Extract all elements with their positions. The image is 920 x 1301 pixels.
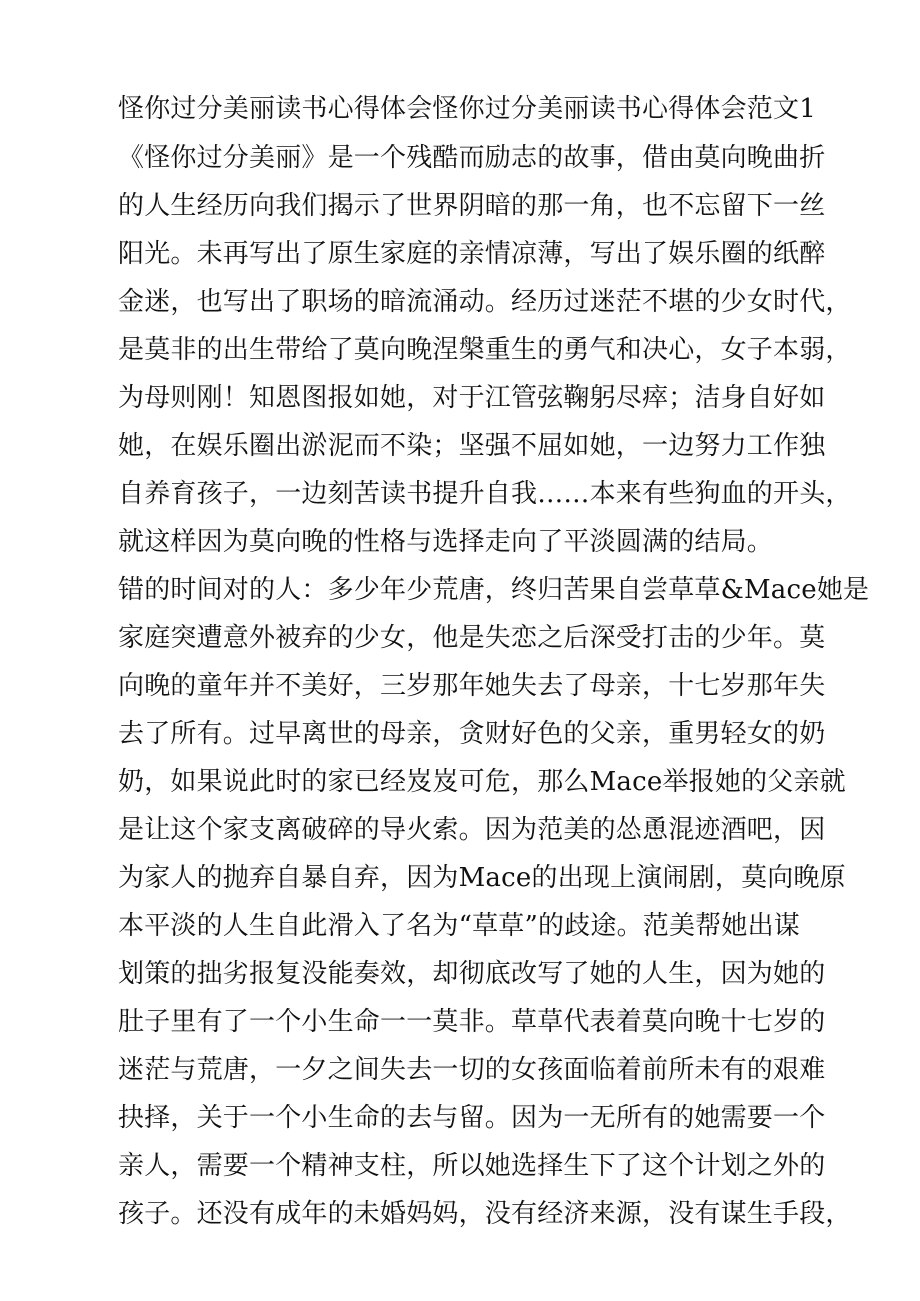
paragraph-line: 亲人，需要一个精神支柱，所以她选择生下了这个计划之外的 <box>118 1151 826 1181</box>
paragraph-line: 金迷，也写出了职场的暗流涌动。经历过迷茫不堪的少女时代， <box>118 287 852 317</box>
paragraph-line: 迷茫与荒唐，一夕之间失去一切的女孩面临着前所未有的艰难 <box>118 1055 826 1085</box>
paragraph-line: 去了所有。过早离世的母亲，贪财好色的父亲，重男轻女的奶 <box>118 719 826 749</box>
paragraph-line: 就这样因为莫向晚的性格与选择走向了平淡圆满的结局。 <box>118 527 774 557</box>
paragraph-line: 孩子。还没有成年的未婚妈妈，没有经济来源，没有谋生手段， <box>118 1199 852 1229</box>
paragraph-line: 向晚的童年并不美好，三岁那年她失去了母亲，十七岁那年失 <box>118 671 826 701</box>
paragraph-line: 家庭突遭意外被弃的少女，他是失恋之后深受打击的少年。莫 <box>118 623 826 653</box>
paragraph-line: 为母则刚！知恩图报如她，对于江管弦鞠躬尽瘁；洁身自好如 <box>118 383 826 413</box>
paragraph-line: 《怪你过分美丽》是一个残酷而励志的故事，借由莫向晚曲折 <box>118 143 826 173</box>
paragraph-line: 自养育孩子，一边刻苦读书提升自我……本来有些狗血的开头， <box>118 479 852 509</box>
paragraph-line: 划策的拙劣报复没能奏效，却彻底改写了她的人生，因为她的 <box>118 959 826 989</box>
paragraph-line: 是莫非的出生带给了莫向晚涅槃重生的勇气和决心，女子本弱， <box>118 335 852 365</box>
document-title: 怪你过分美丽读书心得体会怪你过分美丽读书心得体会范文1 <box>118 94 816 124</box>
paragraph-line: 错的时间对的人：多少年少荒唐，终归苦果自尝草草&Mace她是 <box>118 575 870 605</box>
paragraph-line: 奶，如果说此时的家已经岌岌可危，那么Mace举报她的父亲就 <box>118 767 846 797</box>
paragraph-line: 她，在娱乐圈出淤泥而不染；坚强不屈如她，一边努力工作独 <box>118 431 826 461</box>
paragraph-line: 本平淡的人生自此滑入了名为“草草”的歧途。范美帮她出谋 <box>118 911 800 941</box>
paragraph-line: 肚子里有了一个小生命一一莫非。草草代表着莫向晚十七岁的 <box>118 1007 826 1037</box>
paragraph-line: 阳光。未再写出了原生家庭的亲情凉薄，写出了娱乐圈的纸醉 <box>118 239 826 269</box>
paragraph-line: 的人生经历向我们揭示了世界阴暗的那一角，也不忘留下一丝 <box>118 191 826 221</box>
paragraph-line: 是让这个家支离破碎的导火索。因为范美的怂恿混迹酒吧，因 <box>118 815 826 845</box>
paragraph-line: 为家人的抛弃自暴自弃，因为Mace的出现上演闹剧，莫向晚原 <box>118 863 846 893</box>
paragraph-line: 抉择，关于一个小生命的去与留。因为一无所有的她需要一个 <box>118 1103 826 1133</box>
